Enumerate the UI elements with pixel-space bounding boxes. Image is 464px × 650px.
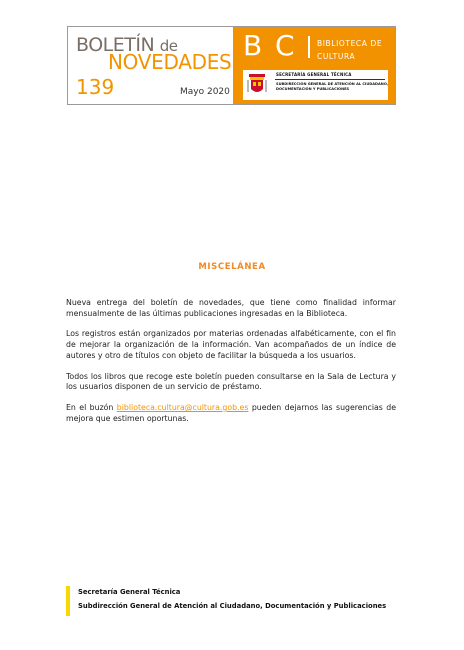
issue-date: Mayo 2020 — [180, 87, 230, 97]
library-name-line1: BIBLIOTECA DE — [317, 39, 383, 48]
bc-logo-c: C — [275, 29, 295, 62]
bc-logo-divider — [308, 36, 310, 58]
body-text — [66, 298, 396, 434]
bc-logo-b: B — [243, 29, 263, 62]
ministry-line-3: DOCUMENTACIÓN Y PUBLICACIONES — [276, 87, 350, 91]
section-heading: MISCELÁNEA — [198, 262, 266, 272]
ministry-divider — [275, 79, 385, 80]
ministry-logo — [243, 70, 388, 100]
email-link[interactable]: biblioteca.cultura@cultura.gob.es — [116, 402, 249, 412]
title-boletin: BOLETÍN — [76, 34, 155, 56]
paragraph-organization: Los registros están organizados por materias ordenadas alfabéticamente, con el fin de mejorar la organización de la información. Van acompañados de un índice de autores y otro de títulos con objeto de facilitar la búsqueda a los usuarios. — [66, 329, 396, 360]
contact-text-after: pueden dejarnos las sugerencias de mejora que estimen oportunas. — [66, 402, 396, 423]
coat-of-arms-icon — [247, 74, 267, 96]
header-banner — [67, 26, 396, 105]
paragraph-lending: Todos los libros que recoge este boletín pueden consultarse en la Sala de Lectura y los usuarios disponen de un servicio de préstamo. — [66, 371, 396, 392]
footer-line-1: Secretaría General Técnica — [78, 588, 181, 596]
title-novedades: NOVEDADES — [108, 50, 232, 74]
ministry-line-2: SUBDIRECCIÓN GENERAL DE ATENCIÓN AL CIUDADANO, — [276, 82, 389, 86]
paragraph-contact — [66, 403, 396, 425]
title-de: de — [159, 37, 178, 55]
newsletter-title-block — [68, 27, 233, 104]
paragraph-intro: Nueva entrega del boletín de novedades, que tiene como finalidad informar mensualmente de las últimas publicaciones ingresadas en la Biblioteca. — [66, 298, 396, 318]
contact-text-before: En el buzón — [66, 402, 117, 412]
footer-accent-bar — [66, 586, 70, 616]
issue-number: 139 — [76, 75, 115, 99]
library-name-line2: CULTURA — [317, 52, 356, 61]
ministry-line-1: SECRETARÍA GENERAL TÉCNICA — [276, 72, 352, 77]
library-brand-block — [233, 27, 395, 104]
footer-line-2: Subdirección General de Atención al Ciudadano, Documentación y Publicaciones — [78, 602, 387, 610]
